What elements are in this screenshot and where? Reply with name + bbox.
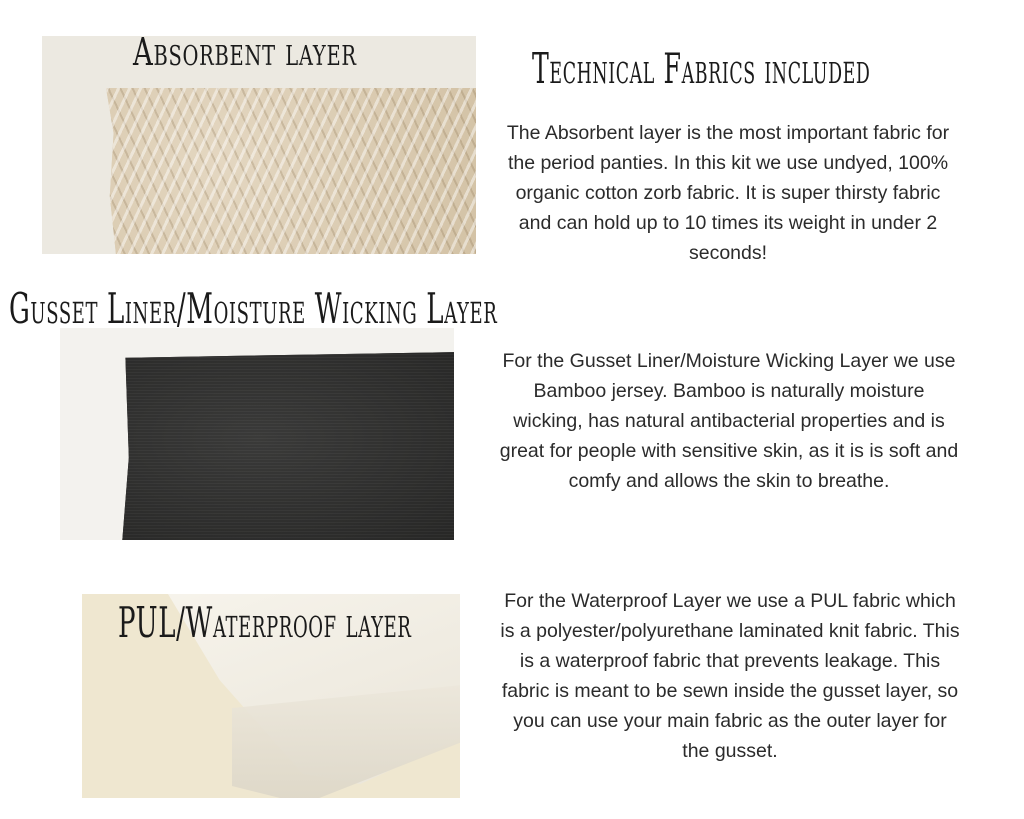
gusset-layer-label: Gusset Liner/Moisture Wicking Layer xyxy=(9,284,498,333)
cotton-zorb-fabric xyxy=(106,88,476,254)
absorbent-layer-label: Absorbent layer xyxy=(133,30,357,74)
bamboo-jersey-fabric xyxy=(122,352,454,540)
absorbent-layer-description: The Absorbent layer is the most important fabric for the period panties. In this kit we use undyed, 100% organic cotton zorb fabric. It is super thirsty fabric and can hold up to 10 times its weight in under 2 seconds! xyxy=(506,122,950,264)
pul-layer-description: For the Waterproof Layer we use a PUL fabric which is a polyester/polyurethane laminated knit fabric. This is a waterproof fabric that prevents leakage. This fabric is meant to be sewn inside the gusset layer, so you can use your main fabric as the outer layer for the gusset. xyxy=(500,590,960,762)
gusset-layer-description: For the Gusset Liner/Moisture Wicking Layer we use Bamboo jersey. Bamboo is naturally moisture wicking, has natural antibacterial properties and is great for people with sensitive skin, as it is is soft and comfy and allows the skin to breathe. xyxy=(499,350,959,492)
bamboo-jersey-photo xyxy=(60,328,454,540)
page-title: Technical Fabrics included xyxy=(532,44,871,93)
pul-layer-label: PUL/Waterproof layer xyxy=(118,598,412,647)
